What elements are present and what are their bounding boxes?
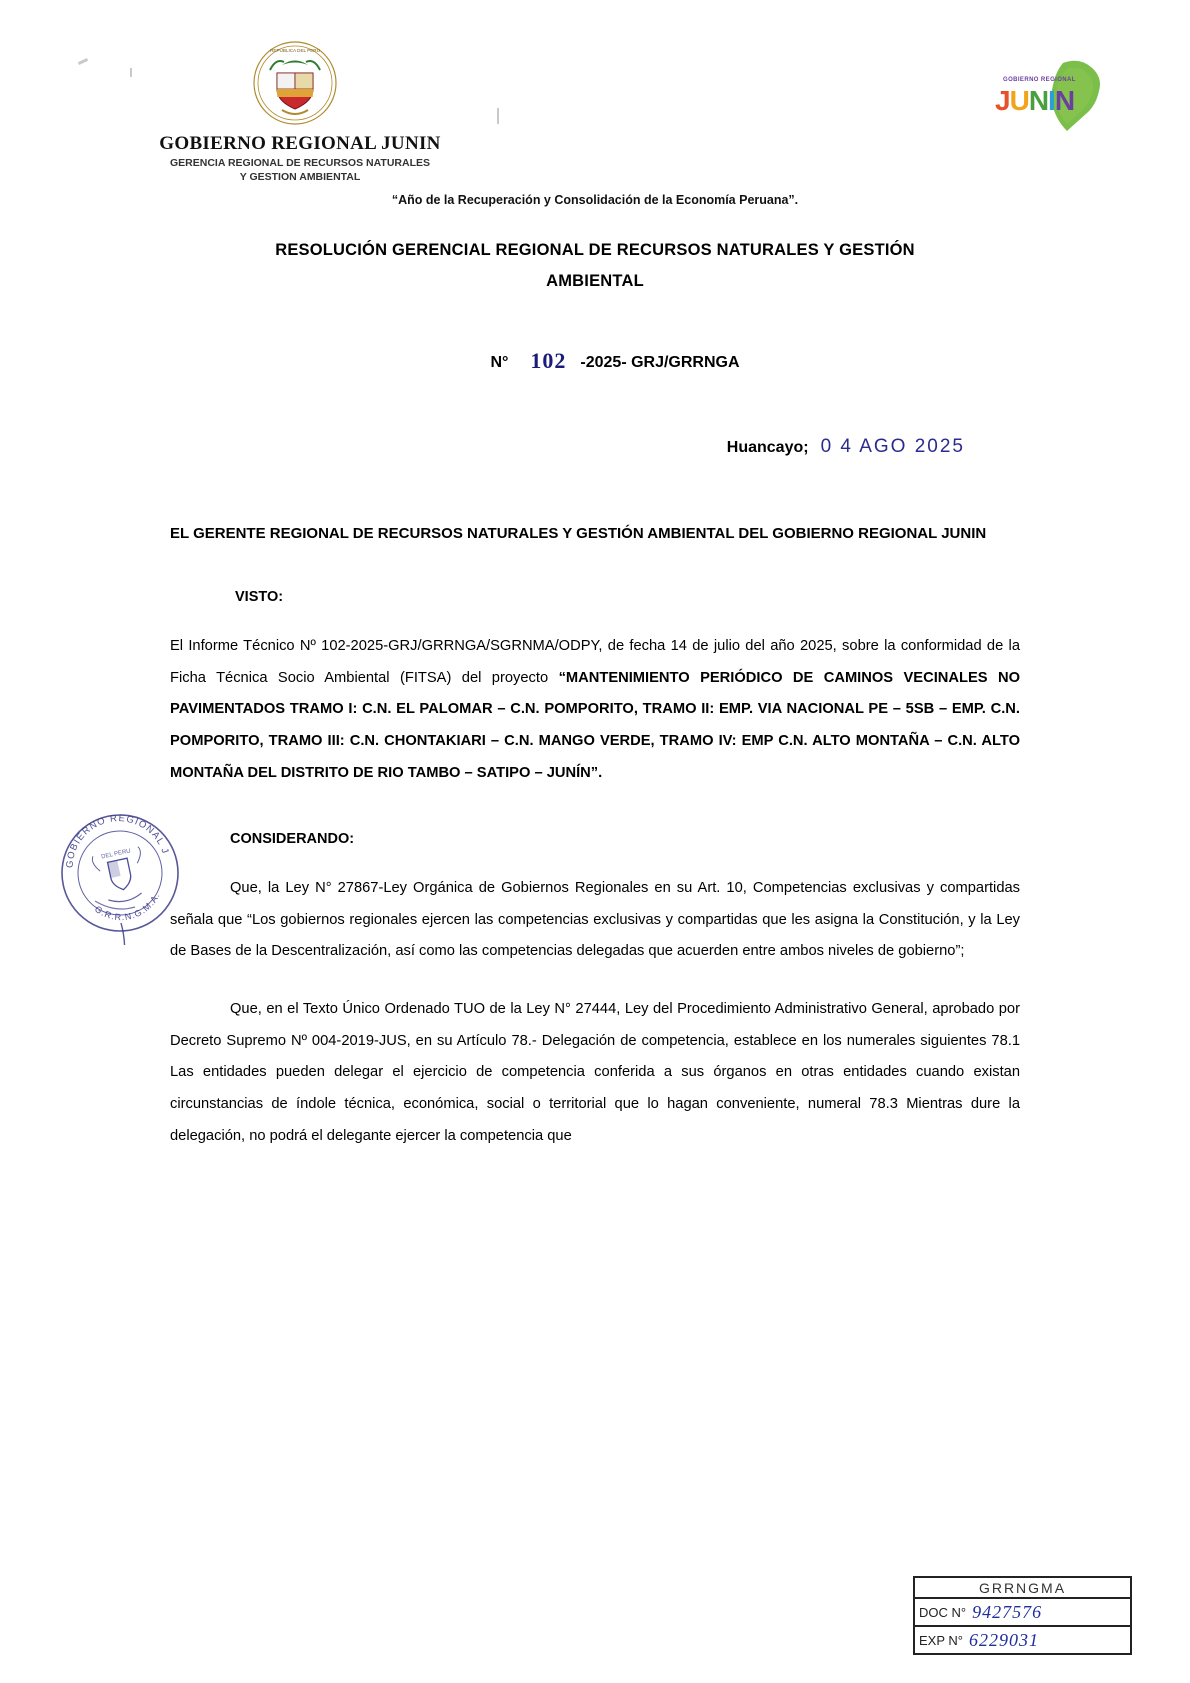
resolution-number-line xyxy=(170,348,1020,374)
organization-block xyxy=(150,133,450,183)
visto-text: El Informe Técnico Nº 102-2025-GRJ/GRRNGA/SGRNMA/ODPY, de fecha 14 de julio del año 2025, sobre la conformidad de la Ficha Técnica Socio Ambiental (FITSA) del proyecto xyxy=(170,638,1020,686)
visto-paragraph xyxy=(170,631,1020,789)
resolution-number-tail: -2025- GRJ/GRRNGA xyxy=(580,353,740,371)
city-date-line xyxy=(170,436,1020,458)
considerando-paragraph-2: Que, en el Texto Único Ordenado TUO de la Ley N° 27444, Ley del Procedimiento Administrativo General, aprobado por Decreto Supremo Nº 004-2019-JUS, en su Artículo 78.- Delegación de competencia, establece en los numerales siguientes 78.1 Las entidades pueden delegar el ejercicio de competencia conferida a sus órganos en otras entidades cuando existan circunstancias de índole técnica, económica, social o territorial que lo hagan conveniente, numeral 78.3 Mientras dure la delegación, no podrá el delegante ejercer la competencia que xyxy=(170,1001,1020,1144)
junin-region-logo xyxy=(975,55,1110,140)
peru-coat-of-arms-icon xyxy=(250,40,340,126)
svg-text:REPUBLICA DEL PERU: REPUBLICA DEL PERU xyxy=(270,48,320,53)
visto-label: VISTO: xyxy=(235,589,284,606)
organization-subtitle-line2: Y GESTION AMBIENTAL xyxy=(239,171,361,184)
reception-stamp-exp-row xyxy=(915,1627,1130,1653)
organization-title: GOBIERNO REGIONAL JUNIN xyxy=(159,133,441,154)
junin-logo-tagline: GOBIERNO REGIONAL xyxy=(1003,77,1076,83)
date-stamp: 0 4 AGO 2025 xyxy=(820,435,965,457)
official-round-seal xyxy=(55,805,185,945)
reception-stamp-doc-row xyxy=(915,1599,1130,1627)
year-motto: “Año de la Recuperación y Consolidación de la Economía Peruana”. xyxy=(391,193,799,207)
svg-text:GOBIERNO REGIONAL JUNIN: GOBIERNO REGIONAL JUNIN xyxy=(64,812,171,869)
document-body xyxy=(170,235,1020,1152)
considerando-label: CONSIDERANDO: xyxy=(230,831,355,848)
reception-stamp-doc-value: 9427576 xyxy=(972,1601,1043,1622)
document-header xyxy=(0,0,1190,185)
considerando-paragraph-1: Que, la Ley N° 27867-Ley Orgánica de Gobiernos Regionales en su Art. 10, Competencias exclusivas y compartidas señala que “Los gobiernos regionales ejercen las competencias exclusivas y compartidas que les asigna la Constitución, y la Ley de Bases de la Descentralización, así como las competencias delegadas que acuerden entre ambos niveles de gobierno”; xyxy=(170,880,1020,960)
reception-stamp-doc-label: DOC N° xyxy=(919,1604,967,1620)
svg-text:DEL PERU: DEL PERU xyxy=(100,848,132,861)
organization-subtitle-line1: GERENCIA REGIONAL DE RECURSOS NATURALES xyxy=(170,157,430,169)
resolution-title-line1: RESOLUCIÓN GERENCIAL REGIONAL DE RECURSOS NATURALES Y GESTIÓN xyxy=(275,241,915,259)
reception-stamp-title: GRRNGMA xyxy=(915,1578,1130,1599)
reception-stamp-exp-label: EXP N° xyxy=(919,1632,963,1648)
resolution-number-label: N° xyxy=(490,353,509,371)
resolution-title xyxy=(170,235,1020,298)
junin-logo-word: JUNIN xyxy=(995,85,1075,116)
resolution-number-stamp: 102 xyxy=(530,347,567,373)
visto-project-name: “MANTENIMIENTO PERIÓDICO DE CAMINOS VECINALES NO PAVIMENTADOS TRAMO I: C.N. EL PALOMAR – C.N. POMPORITO, TRAMO II: EMP. VIA NACIONAL PE – 5SB – EMP. C.N. POMPORITO, TRAMO III: C.N. CHONTAKIARI – C.N. MANGO VERDE, TRAMO IV: EMP C.N. ALTO MONTAÑA – C.N. ALTO MONTAÑA DEL DISTRITO DE RIO TAMBO – SATIPO – JUNÍN”. xyxy=(170,669,1021,781)
resolution-title-line2: AMBIENTAL xyxy=(546,272,644,291)
authority-statement: EL GERENTE REGIONAL DE RECURSOS NATURALES Y GESTIÓN AMBIENTAL DEL GOBIERNO REGIONAL JUNIN xyxy=(170,524,987,542)
city-label: Huancayo; xyxy=(726,438,809,456)
svg-text:G.R.R.N.G.M.A.: G.R.R.N.G.M.A. xyxy=(92,890,162,923)
reception-stamp-exp-value: 6229031 xyxy=(968,1629,1039,1650)
reception-stamp xyxy=(913,1576,1132,1655)
